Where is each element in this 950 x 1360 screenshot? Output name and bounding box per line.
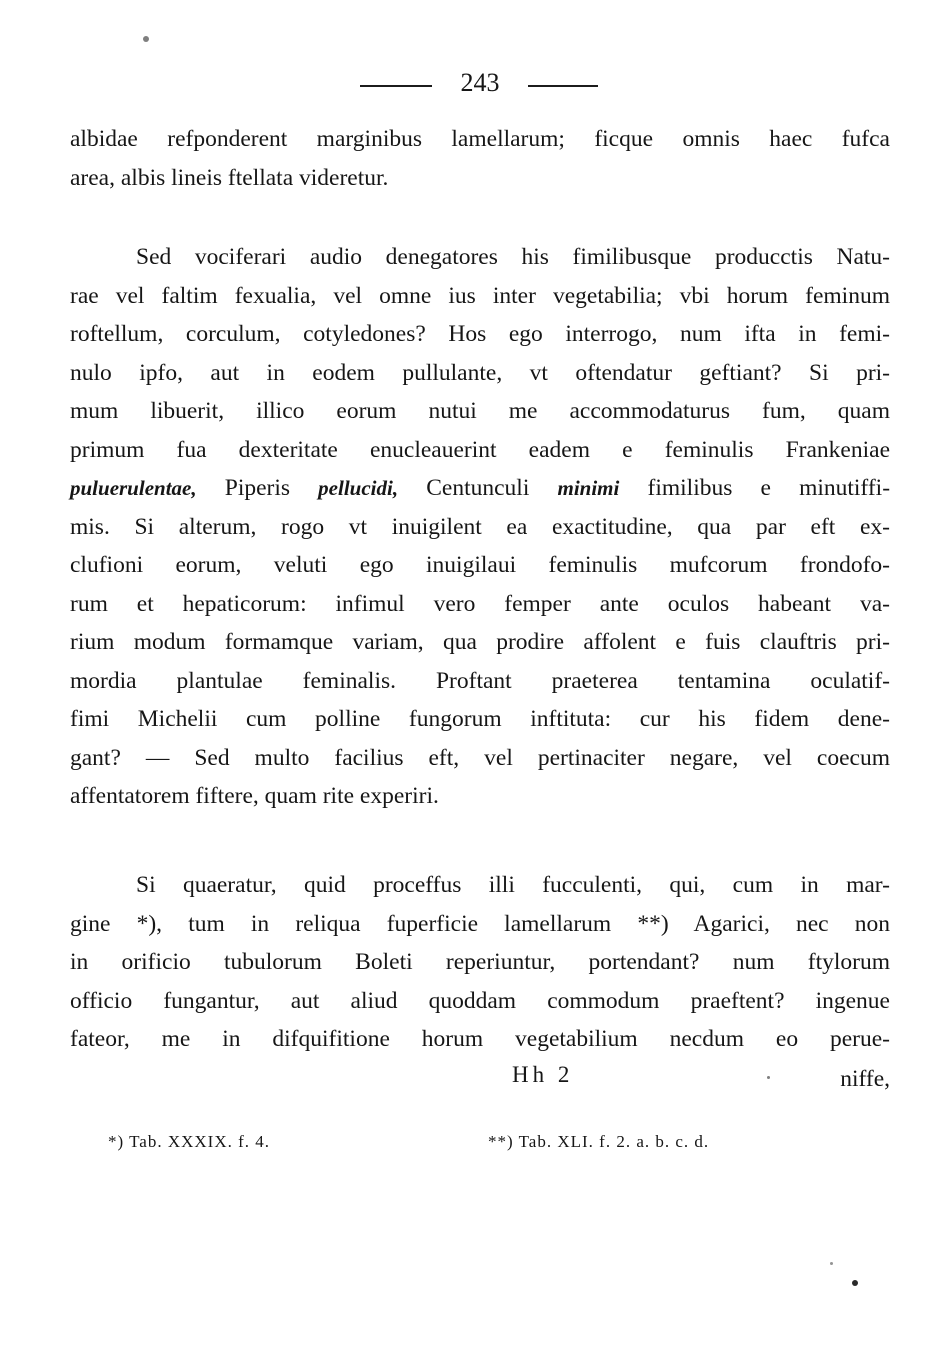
- text-line: rum et hepaticorum: infimul vero femper ante oculos habeant va-: [70, 590, 890, 617]
- text-line: Sed vociferari audio denegatores his fimilibusque producctis Natu-: [136, 244, 890, 270]
- paper-speck: [767, 1076, 770, 1079]
- text-line: mis. Si alterum, rogo vt inuigilent ea exactitudine, qua par eft ex-: [70, 513, 890, 540]
- page-number: 243: [460, 68, 500, 97]
- text-line: albidae refponderent marginibus lamellarum; ficque omnis haec fufca: [70, 126, 890, 152]
- text-line: area, albis lineis ftellata videretur.: [70, 164, 389, 191]
- text-line: rae vel faltim fexualia, vel omne ius inter vegetabilia; vbi horum feminum: [70, 282, 890, 309]
- text-line: gine *), tum in reliqua fuperficie lamellarum **) Agarici, nec non: [70, 910, 890, 937]
- text-fragment: Piperis: [224, 475, 291, 501]
- species-name: pellucidi,: [318, 476, 399, 500]
- paper-speck: [852, 1280, 858, 1286]
- species-name: puluerulentae,: [70, 476, 197, 500]
- catchword: niffe,: [840, 1066, 890, 1092]
- text-line: affentatorem fiftere, quam rite experiri.: [70, 783, 439, 809]
- header-rule-right: [528, 85, 598, 87]
- text-line: fimi Michelii cum polline fungorum inftituta: cur his fidem dene-: [70, 706, 890, 732]
- text-fragment: fimilibus e minutiffi-: [647, 475, 891, 501]
- footnote-1: *) Tab. XXXIX. f. 4.: [108, 1132, 271, 1151]
- paper-speck: [830, 1262, 833, 1265]
- footnote-2: **) Tab. XLI. f. 2. a. b. c. d.: [488, 1132, 710, 1151]
- paragraph-2: [70, 238, 890, 816]
- text-line: in orificio tubulorum Boleti reperiuntur, portendant? num ftylorum: [70, 949, 890, 975]
- text-line: rium modum formamque variam, qua prodire affolent e fuis clauftris pri-: [70, 629, 890, 655]
- signature-mark: Hh 2: [512, 1062, 574, 1087]
- text-line: officio fungantur, aut aliud quoddam commodum praeftent? ingenue: [70, 987, 890, 1014]
- text-line-with-species: [70, 469, 890, 508]
- text-line: fateor, me in difquifitione horum vegetabilium necdum eo perue-: [70, 1026, 890, 1052]
- paragraph-3: [70, 866, 890, 1059]
- text-line: mordia plantulae feminalis. Proftant praeterea tentamina oculatif-: [70, 667, 890, 694]
- paper-speck: [143, 36, 149, 42]
- paragraph-1: [70, 120, 890, 197]
- species-name: minimi: [557, 476, 620, 500]
- text-line: nulo ipfo, aut in eodem pullulante, vt oftendatur geftiant? Si pri-: [70, 359, 890, 386]
- text-fragment: Centunculi: [426, 475, 530, 501]
- text-line: mum libuerit, illico eorum nutui me accommodaturus fum, quam: [70, 398, 890, 424]
- text-line: roftellum, corculum, cotyledones? Hos ego interrogo, num ifta in femi-: [70, 321, 890, 347]
- text-line: Si quaeratur, quid proceffus illi fucculenti, qui, cum in mar-: [136, 872, 890, 898]
- text-line: clufioni eorum, veluti ego inuigilaui feminulis mufcorum frondofo-: [70, 552, 890, 578]
- header-rule-left: [360, 85, 432, 87]
- text-line: primum fua dexteritate enucleauerint eadem e feminulis Frankeniae: [70, 436, 890, 463]
- running-header: [0, 66, 950, 106]
- text-line: gant? — Sed multo facilius eft, vel pertinaciter negare, vel coecum: [70, 744, 890, 771]
